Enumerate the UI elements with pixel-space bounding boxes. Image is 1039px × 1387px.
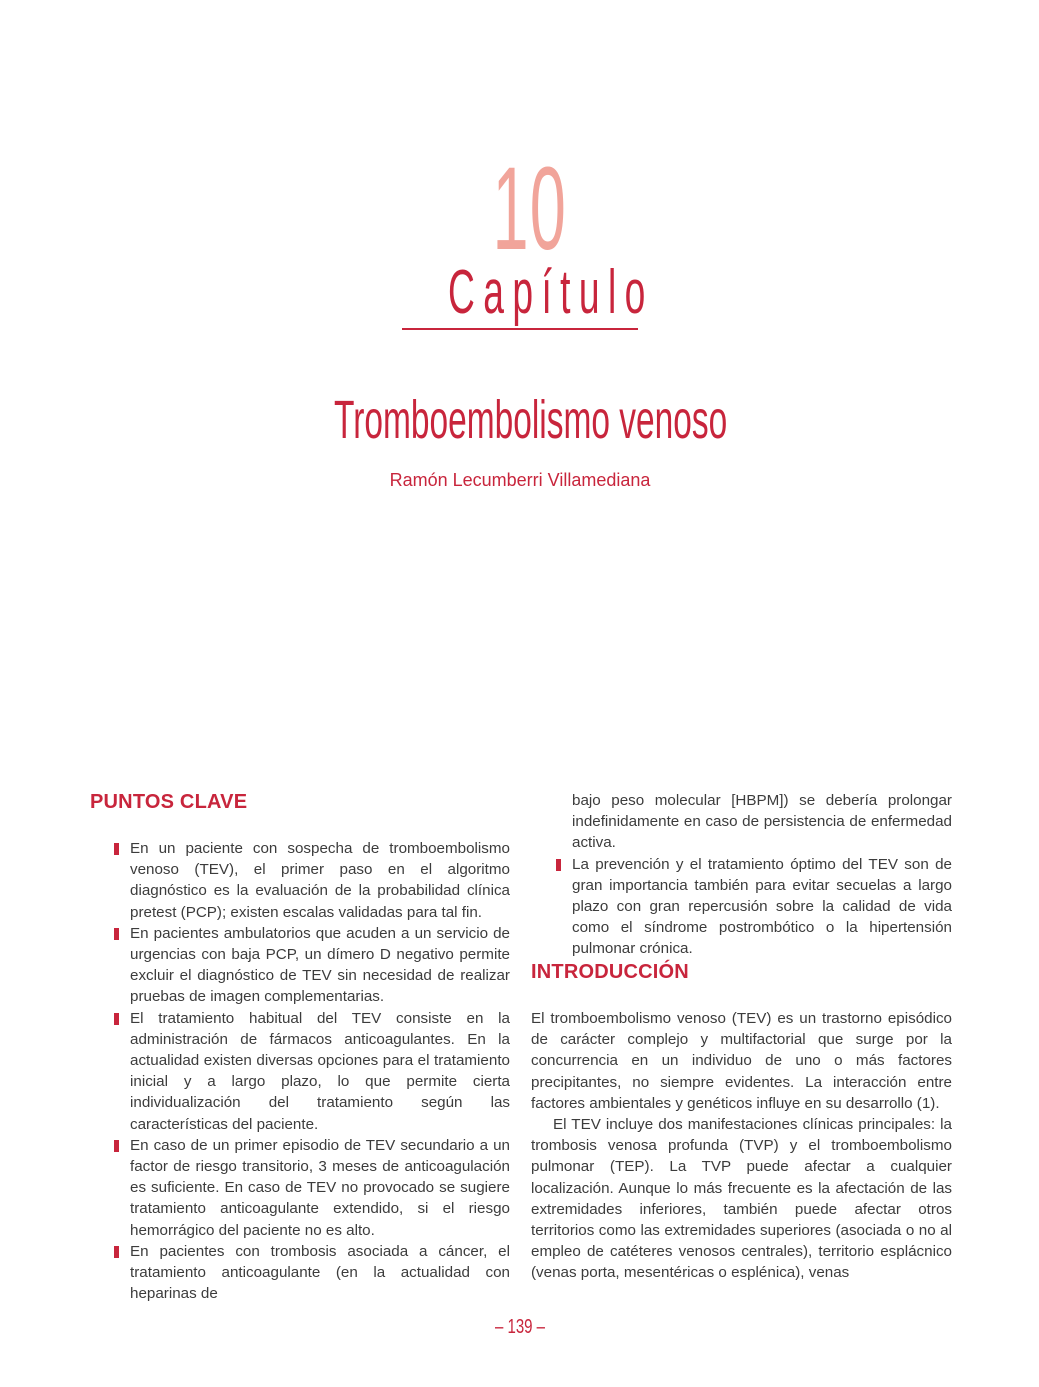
chapter-label: Capítulo (448, 258, 654, 327)
bullet-icon (114, 843, 119, 855)
bullet-icon (556, 859, 561, 871)
key-point-text: En un paciente con sospecha de tromboembolismo venoso (TEV), el primer paso en el algoritmo diagnóstico es la evaluación de la probabilidad clínica pretest (PCP); existen escalas validadas para tal fin. (130, 840, 510, 921)
key-point-item (112, 923, 510, 1008)
key-point-item (112, 1135, 510, 1241)
bullet-icon (114, 1140, 119, 1152)
key-point-item (112, 1008, 510, 1135)
bullet-icon (114, 1246, 119, 1258)
key-point-continuation (554, 790, 952, 854)
bullet-icon (114, 928, 119, 940)
key-point-text: bajo peso molecular [HBPM]) se debería prolongar indefinidamente en caso de persistencia de enfermedad activa. (572, 792, 952, 852)
introduction-paragraph: El TEV incluye dos manifestaciones clínicas principales: la trombosis venosa profunda (TVP) y el tromboembolismo pulmonar (TEP). La TVP puede afectar a cualquier localización. Aunque lo más frecuente es la afectación de las extremidades inferiores, también puede afectar otros territorios como las extremidades superiores (asociada o no al empleo de catéteres venosos centrales), territorio esplácnico (venas porta, mesentéricas o esplénica), venas (531, 1116, 952, 1282)
introduction-paragraph: El tromboembolismo venoso (TEV) es un trastorno episódico de carácter complejo y multifactorial que surge por la concurrencia en un individuo de uno o más factores precipitantes, no siempre evidentes. La interacción entre factores ambientales y genéticos influye en su desarrollo (1). (531, 1010, 952, 1112)
key-point-item (112, 1241, 510, 1305)
key-point-text: En pacientes ambulatorios que acuden a un servicio de urgencias con baja PCP, un dímero D negativo permite excluir el diagnóstico de TEV sin necesidad de realizar pruebas de imagen complementarias. (130, 924, 510, 1006)
key-point-text: El tratamiento habitual del TEV consiste en la administración de fármacos anticoagulantes. En la actualidad existen diversas opciones para el tratamiento inicial y a largo plazo, lo que permite cierta individualización del tratamiento según las características del paciente. (130, 1009, 510, 1133)
bullet-icon (114, 1013, 119, 1025)
introduction-body (531, 1008, 952, 1284)
key-point-text: En caso de un primer episodio de TEV secundario a un factor de riesgo transitorio, 3 meses de anticoagulación es suficiente. En caso de TEV no provocado se sugiere tratamiento anticoagulante extendido, si el riesgo hemorrágico del paciente no es alto. (130, 1136, 510, 1239)
introduction-heading: INTRODUCCIÓN (531, 961, 689, 983)
chapter-author: Ramón Lecumberri Villamediana (389, 470, 651, 490)
key-point-text: La prevención y el tratamiento óptimo del TEV son de gran importancia también para evitar secuelas a largo plazo con gran repercusión sobre la calidad de vida como el síndrome postrombótico o la hipertensión pulmonar crónica. (572, 855, 952, 958)
key-point-item (112, 838, 510, 923)
chapter-number: 10 (492, 143, 567, 275)
key-points-list (112, 838, 510, 1304)
key-point-text: En pacientes con trombosis asociada a cáncer, el tratamiento anticoagulante (en la actualidad con heparinas de (130, 1242, 510, 1303)
key-points-heading: PUNTOS CLAVE (90, 791, 248, 813)
key-point-item (554, 854, 952, 960)
page-number: – 139 – (494, 1316, 546, 1338)
key-points-list-continued (554, 790, 952, 960)
chapter-title: Tromboembolismo venoso (334, 390, 728, 450)
chapter-divider (402, 328, 638, 330)
